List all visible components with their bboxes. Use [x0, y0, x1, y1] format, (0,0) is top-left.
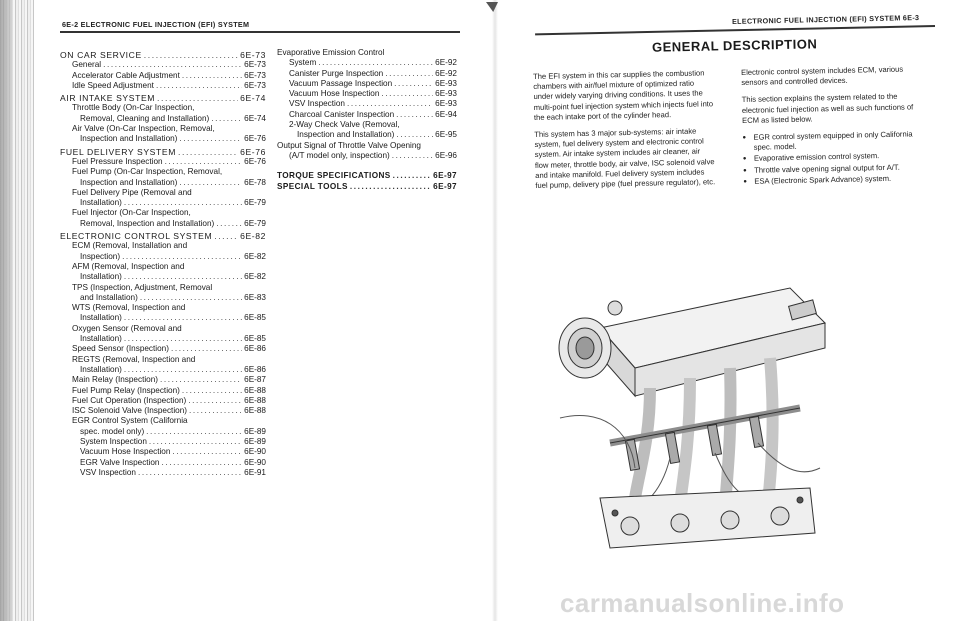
toc-leader-dots: [122, 252, 242, 262]
toc-page-number: 6E-76: [244, 156, 266, 166]
toc-entry-title: Fuel Delivery Pipe (Removal and: [72, 187, 192, 197]
toc-page-number: 6E-95: [435, 130, 457, 140]
toc-entry: [60, 208, 266, 218]
toc-entry: [277, 99, 457, 109]
toc-leader-dots: [385, 69, 433, 79]
toc-entry-title: Air Valve (On-Car Inspection, Removal,: [72, 124, 215, 134]
toc-entry-title: Idle Speed Adjustment: [72, 80, 154, 90]
toc-entry: [277, 58, 457, 68]
toc-entry-title: ELECTRONIC CONTROL SYSTEM: [60, 231, 213, 242]
toc-page-number: 6E-87: [244, 375, 266, 385]
toc-entry: [60, 134, 266, 144]
toc-page-number: 6E-79: [244, 218, 266, 228]
toc-entry-title: 2-Way Check Valve (Removal,: [289, 120, 400, 130]
ecm-function-list: [742, 129, 925, 187]
left-running-head: 6E-2 ELECTRONIC FUEL INJECTION (EFI) SYSTEM: [62, 20, 250, 29]
description-paragraph-2: This system has 3 major sub-systems: air intake system, fuel delivery system and electronic control system. Air intake system includes air cleaner, air flow meter, throttle body, air valve, ISC solenoid valve and intake manifold. Fuel delivery system includes fuel pump, delivery pipe (fuel pressure regulator), etc.: [534, 126, 716, 191]
toc-entry: [60, 147, 266, 157]
toc-page-number: 6E-78: [244, 177, 266, 187]
toc-entry-title: Main Relay (Inspection): [72, 375, 159, 385]
toc-leader-dots: [138, 468, 242, 478]
toc-entry: [277, 151, 457, 161]
toc-entry: [60, 447, 266, 457]
toc-entry-title: Fuel Pressure Inspection: [72, 156, 163, 166]
toc-entry-title: Output Signal of Throttle Valve Opening: [277, 140, 421, 150]
toc-entry-title: Accelerator Cable Adjustment: [72, 70, 180, 80]
description-paragraph-3: Electronic control system includes ECM, various sensors and controlled devices.: [741, 64, 904, 88]
toc-leader-dots: [124, 365, 242, 375]
toc-page-number: 6E-82: [244, 272, 266, 282]
toc-entry: [60, 416, 266, 426]
toc-leader-dots: [160, 375, 242, 385]
intake-manifold-illustration-icon: [540, 268, 840, 568]
toc-leader-dots: [392, 151, 433, 161]
toc-page-number: 6E-82: [244, 251, 266, 261]
toc-entry: [277, 110, 457, 120]
toc-entry-title: Installation): [80, 272, 122, 282]
description-paragraph-1: The EFI system in this car supplies the combustion chambers with air/fuel mixture of optimized ratio under widely varying driving conditions. It uses the multi-point fuel injection system which injects fuel into the each intake port of the cylinder head.: [533, 68, 714, 122]
toc-entry-title: System Inspection: [80, 436, 147, 446]
toc-entry-title: spec. model only): [80, 426, 145, 436]
toc-page-number: 6E-92: [435, 68, 457, 78]
toc-entry-title: REGTS (Removal, Inspection and: [72, 354, 196, 364]
toc-entry: [60, 344, 266, 354]
toc-entry: [60, 386, 266, 396]
toc-entry-title: ECM (Removal, Installation and: [72, 241, 188, 251]
toc-entry-title: Speed Sensor (Inspection): [72, 344, 169, 354]
toc-page-number: 6E-97: [433, 181, 457, 191]
toc-page-number: 6E-82: [240, 231, 266, 242]
description-column-2: [741, 64, 925, 188]
toc-page-number: 6E-97: [433, 171, 457, 181]
toc-page-number: 6E-90: [244, 457, 266, 467]
description-column-1: [533, 68, 716, 198]
toc-leader-dots: [396, 130, 433, 140]
toc-entry-title: AIR INTAKE SYSTEM: [60, 93, 156, 104]
toc-page-number: 6E-73: [244, 60, 266, 70]
toc-entry-title: and Installation): [80, 292, 138, 302]
toc-entry: [60, 167, 266, 177]
toc-entry: [60, 293, 266, 303]
toc-page-number: 6E-76: [244, 134, 266, 144]
toc-leader-dots: [393, 171, 432, 181]
toc-leader-dots: [178, 147, 238, 157]
toc-entry-title: Installation): [80, 364, 122, 374]
toc-entry: [277, 141, 457, 151]
toc-leader-dots: [347, 99, 433, 109]
toc-entry: [277, 48, 457, 58]
toc-leader-dots: [182, 71, 242, 81]
ecm-function-item: ● EGR control system equipped in only California spec. model.: [742, 129, 924, 153]
toc-page-number: 6E-88: [244, 406, 266, 416]
toc-page-number: 6E-94: [435, 109, 457, 119]
toc-entry-title: Fuel Pump Relay (Inspection): [72, 385, 180, 395]
toc-entry: [60, 157, 266, 167]
toc-entry: [60, 303, 266, 313]
toc-entry: [60, 375, 266, 385]
toc-entry-title: ISC Solenoid Valve (Inspection): [72, 406, 187, 416]
toc-leader-dots: [156, 81, 242, 91]
toc-leader-dots: [157, 93, 238, 103]
toc-entry-title: TORQUE SPECIFICATIONS: [277, 171, 391, 181]
toc-leader-dots: [144, 50, 238, 60]
toc-entry-title: TPS (Inspection, Adjustment, Removal: [72, 282, 213, 292]
toc-column-1: [60, 48, 266, 478]
toc-page-number: 6E-85: [244, 334, 266, 344]
toc-entry-title: Charcoal Canister Inspection: [289, 109, 395, 119]
toc-entry: [277, 89, 457, 99]
toc-entry: [60, 252, 266, 262]
toc-leader-dots: [103, 60, 242, 70]
toc-entry: [277, 69, 457, 79]
toc-entry-title: Removal, Cleaning and Installation): [80, 113, 210, 123]
toc-entry: [60, 198, 266, 208]
toc-page-number: 6E-93: [435, 89, 457, 99]
toc-leader-dots: [394, 79, 433, 89]
toc-entry: [60, 103, 266, 113]
toc-entry: [60, 114, 266, 124]
toc-leader-dots: [124, 334, 242, 344]
toc-page-number: 6E-86: [244, 364, 266, 374]
toc-page-number: 6E-73: [240, 50, 266, 60]
toc-entry: [60, 406, 266, 416]
toc-page-number: 6E-92: [435, 58, 457, 68]
toc-entry-title: WTS (Removal, Inspection and: [72, 303, 186, 313]
toc-entry: [60, 71, 266, 81]
toc-entry-title: Vacuum Hose Inspection: [289, 89, 380, 99]
right-header-rule: [535, 25, 935, 35]
toc-entry: [60, 437, 266, 447]
toc-leader-dots: [188, 396, 242, 406]
toc-page-number: 6E-79: [244, 198, 266, 208]
toc-page-number: 6E-93: [435, 99, 457, 109]
toc-leader-dots: [124, 198, 242, 208]
toc-entry-title: AFM (Removal, Inspection and: [72, 261, 185, 271]
toc-page-number: 6E-86: [244, 344, 266, 354]
toc-page-number: 6E-96: [435, 150, 457, 160]
description-paragraph-4: This section explains the system related to the electronic fuel injection as well as such functions of ECM as listed below.: [741, 92, 914, 125]
toc-page-number: 6E-91: [244, 467, 266, 477]
toc-entry: [277, 120, 457, 130]
toc-entry: [277, 171, 457, 181]
toc-entry-title: ON CAR SERVICE: [60, 50, 142, 60]
toc-page-number: 6E-83: [244, 292, 266, 302]
toc-leader-dots: [211, 114, 242, 124]
toc-entry: [60, 81, 266, 91]
toc-page-number: 6E-89: [244, 436, 266, 446]
toc-leader-dots: [171, 344, 242, 354]
toc-entry: [60, 50, 266, 60]
toc-page-number: 6E-89: [244, 426, 266, 436]
toc-leader-dots: [216, 219, 242, 229]
toc-page-number: 6E-73: [244, 80, 266, 90]
toc-entry-title: (A/T model only, inspection): [289, 150, 390, 160]
toc-leader-dots: [381, 89, 433, 99]
toc-page-number: 6E-88: [244, 385, 266, 395]
toc-page-number: 6E-85: [244, 313, 266, 323]
toc-entry-title: Fuel Pump (On-Car Inspection, Removal,: [72, 167, 223, 177]
toc-entry: [60, 334, 266, 344]
toc-entry: [60, 468, 266, 478]
toc-entry-title: Throttle Body (On-Car Inspection,: [72, 103, 195, 113]
toc-leader-dots: [140, 293, 242, 303]
toc-entry-title: Installation): [80, 313, 122, 323]
ecm-function-item: ● ESA (Electronic Spark Advance) system.: [743, 173, 925, 187]
toc-entry: [60, 60, 266, 70]
toc-leader-dots: [396, 110, 433, 120]
watermark: carmanualsonline.info: [560, 588, 845, 618]
toc-entry: [60, 124, 266, 134]
toc-entry: [60, 396, 266, 406]
toc-entry: [277, 79, 457, 89]
toc-entry: [60, 272, 266, 282]
toc-leader-dots: [162, 458, 243, 468]
toc-entry: [60, 324, 266, 334]
toc-entry-title: VSV Inspection: [289, 99, 345, 109]
toc-entry: [60, 241, 266, 251]
toc-page-number: 6E-73: [244, 70, 266, 80]
toc-entry-title: Fuel Cut Operation (Inspection): [72, 395, 187, 405]
toc-entry: [277, 161, 457, 171]
toc-leader-dots: [350, 182, 431, 192]
toc-entry: [60, 427, 266, 437]
toc-leader-dots: [172, 447, 242, 457]
toc-page-number: 6E-74: [244, 113, 266, 123]
toc-leader-dots: [318, 58, 433, 68]
page-title: GENERAL DESCRIPTION: [651, 36, 818, 55]
toc-entry-title: FUEL DELIVERY SYSTEM: [60, 146, 176, 157]
toc-entry-title: Installation): [80, 334, 122, 344]
toc-entry: [60, 458, 266, 468]
toc-entry-title: Inspection and Installation): [297, 130, 395, 140]
toc-entry: [60, 365, 266, 375]
toc-leader-dots: [149, 437, 242, 447]
toc-column-2: [277, 48, 457, 192]
toc-leader-dots: [165, 157, 243, 167]
toc-leader-dots: [124, 272, 242, 282]
toc-leader-dots: [214, 231, 238, 241]
toc-leader-dots: [124, 313, 242, 323]
page-gutter: [492, 0, 498, 621]
toc-entry: [277, 182, 457, 192]
toc-entry: [60, 355, 266, 365]
toc-entry: [60, 262, 266, 272]
toc-entry-title: Vacuum Passage Inspection: [289, 78, 393, 88]
toc-entry: [60, 219, 266, 229]
toc-entry-title: SPECIAL TOOLS: [277, 181, 348, 191]
toc-entry-title: Inspection): [80, 251, 121, 261]
toc-leader-dots: [179, 178, 242, 188]
toc-entry: [60, 93, 266, 103]
right-running-head: ELECTRONIC FUEL INJECTION (EFI) SYSTEM 6E-3: [731, 13, 920, 26]
book-spine-shadow: [0, 0, 12, 621]
toc-entry-title: General: [72, 60, 102, 70]
left-header-rule: [60, 31, 460, 33]
toc-page-number: 6E-74: [240, 93, 266, 104]
toc-entry-title: Inspection and Installation): [80, 134, 178, 144]
toc-entry: [277, 130, 457, 140]
toc-leader-dots: [146, 427, 242, 437]
toc-leader-dots: [179, 134, 242, 144]
ecm-function-item: ● Evaporative emission control system.: [743, 151, 925, 165]
toc-entry: [60, 231, 266, 241]
toc-entry-title: VSV Inspection: [80, 467, 136, 477]
toc-page-number: 6E-93: [435, 78, 457, 88]
toc-leader-dots: [189, 406, 242, 416]
toc-entry-title: Installation): [80, 198, 122, 208]
toc-page-number: 6E-88: [244, 395, 266, 405]
toc-entry: [60, 283, 266, 293]
ecm-function-item: ● Throttle valve opening signal output for A/T.: [743, 162, 925, 176]
toc-entry: [60, 188, 266, 198]
toc-entry: [60, 313, 266, 323]
toc-entry-title: Removal, Inspection and Installation): [80, 218, 215, 228]
toc-entry-title: Inspection and Installation): [80, 177, 178, 187]
toc-leader-dots: [182, 386, 242, 396]
toc-entry-title: Evaporative Emission Control: [277, 48, 385, 57]
toc-page-number: 6E-90: [244, 447, 266, 457]
toc-entry: [60, 178, 266, 188]
toc-entry-title: System: [289, 58, 317, 68]
toc-page-number: 6E-76: [240, 146, 266, 157]
toc-entry-title: Vacuum Hose Inspection: [80, 447, 171, 457]
toc-entry-title: EGR Valve Inspection: [80, 457, 160, 467]
toc-entry-title: Fuel Injector (On-Car Inspection,: [72, 208, 191, 218]
toc-entry-title: Canister Purge Inspection: [289, 68, 384, 78]
toc-entry-title: Oxygen Sensor (Removal and: [72, 323, 182, 333]
toc-entry-title: EGR Control System (California: [72, 416, 188, 426]
